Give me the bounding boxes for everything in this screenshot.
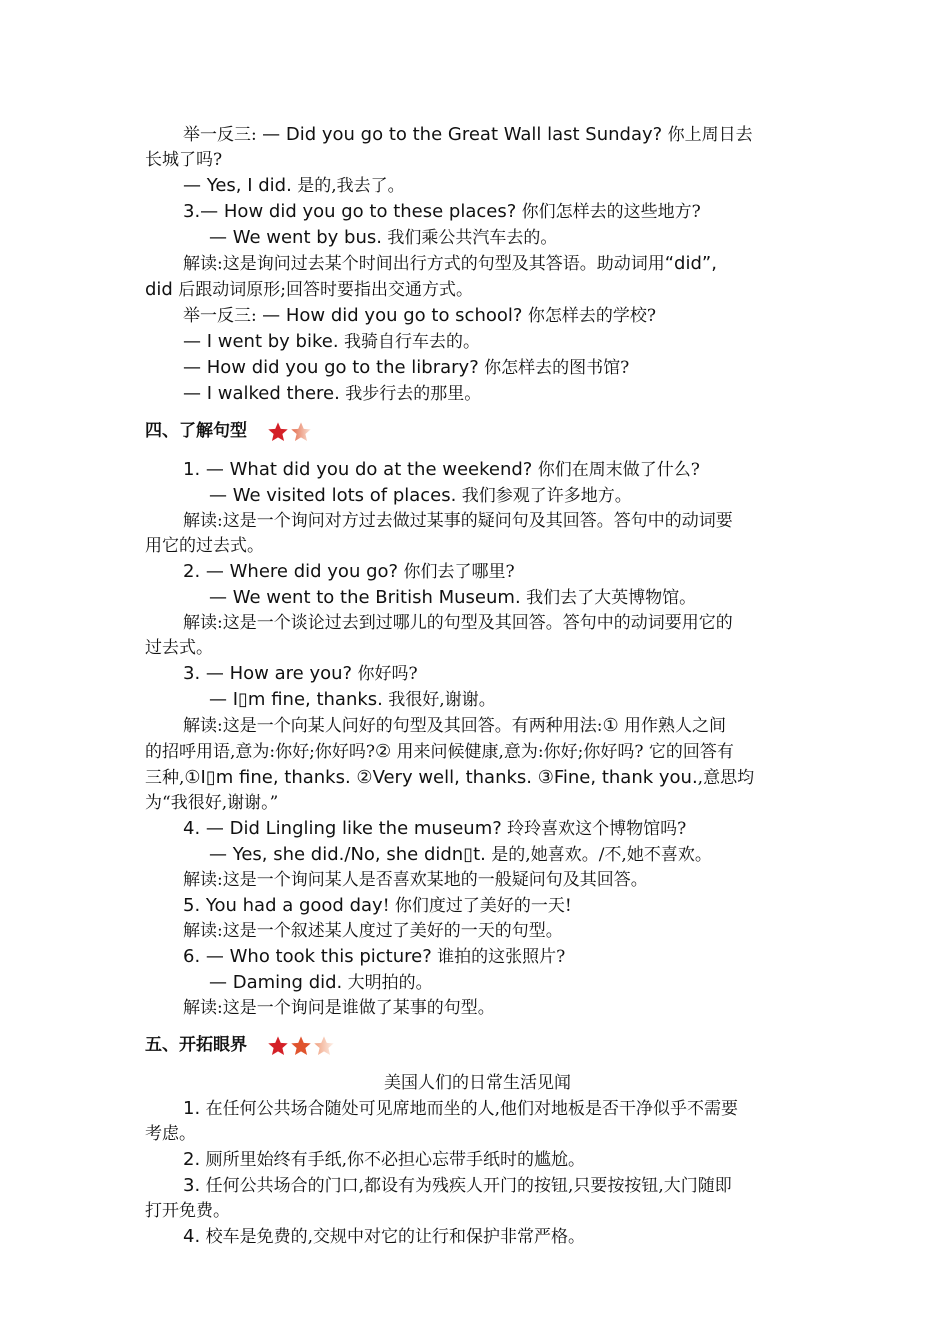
text-line: 举一反三: — Did you go to the Great Wall last Sunday? 你上周日去 <box>183 124 753 145</box>
text-line: 3.— How did you go to these places? 你们怎样去的这些地方? <box>183 201 701 222</box>
text-line: 长城了吗? <box>145 150 223 170</box>
text-line: — Daming did. 大明拍的。 <box>209 972 433 993</box>
text-line: — We went by bus. 我们乘公共汽车去的。 <box>209 227 558 248</box>
text-line: — I▯m fine, thanks. 我很好,谢谢。 <box>209 689 496 710</box>
text-line: — How did you go to the library? 你怎样去的图书馆? <box>183 357 630 378</box>
text-line: 解读:这是一个叙述某人度过了美好的一天的句型。 <box>183 921 563 941</box>
text-line: 5. You had a good day! 你们度过了美好的一天! <box>183 895 572 916</box>
difficulty-stars <box>267 421 312 443</box>
section-title: 四、了解句型 <box>145 421 247 441</box>
text-line: 解读:这是一个向某人问好的句型及其回答。有两种用法:① 用作熟人之间 <box>183 715 727 736</box>
text-line: did 后跟动词原形;回答时要指出交通方式。 <box>145 279 473 300</box>
text-line: — We went to the British Museum. 我们去了大英博物馆。 <box>209 587 697 608</box>
text-line: 2. 厕所里始终有手纸,你不必担心忘带手纸时的尴尬。 <box>183 1149 585 1170</box>
text-line: 3. 任何公共场合的门口,都设有为残疾人开门的按钮,只要按按钮,大门随即 <box>183 1175 732 1196</box>
half-star-icon <box>313 1035 335 1057</box>
article-title: 美国人们的日常生活见闻 <box>384 1073 571 1093</box>
half-star-icon <box>290 421 312 443</box>
text-line: 解读:这是一个询问某人是否喜欢某地的一般疑问句及其回答。 <box>183 870 648 890</box>
difficulty-stars <box>267 1035 335 1057</box>
star-icon <box>267 421 289 443</box>
text-line: 考虑。 <box>145 1124 196 1144</box>
text-line: — I walked there. 我步行去的那里。 <box>183 383 482 404</box>
text-line: 举一反三: — How did you go to school? 你怎样去的学校? <box>183 305 656 326</box>
section-title: 五、开拓眼界 <box>145 1035 247 1055</box>
text-line: — Yes, I did. 是的,我去了。 <box>183 175 405 196</box>
star-icon <box>290 1035 312 1057</box>
section-heading <box>145 1033 810 1058</box>
text-line: 三种,①I▯m fine, thanks. ②Very well, thanks. ③Fine, thank you.,意思均 <box>145 767 755 788</box>
text-line: — I went by bike. 我骑自行车去的。 <box>183 331 480 352</box>
text-line: 4. 校车是免费的,交规中对它的让行和保护非常严格。 <box>183 1226 585 1247</box>
text-line: 4. — Did Lingling like the museum? 玲玲喜欢这个博物馆吗? <box>183 818 687 839</box>
text-line: 为“我很好,谢谢。” <box>145 793 279 813</box>
text-line: 2. — Where did you go? 你们去了哪里? <box>183 561 515 582</box>
text-line: 3. — How are you? 你好吗? <box>183 663 418 684</box>
section-heading <box>145 419 810 444</box>
text-line: 6. — Who took this picture? 谁拍的这张照片? <box>183 946 566 967</box>
text-line: 解读:这是询问过去某个时间出行方式的句型及其答语。助动词用“did”, <box>183 253 717 274</box>
text-line: 用它的过去式。 <box>145 536 264 556</box>
document-page <box>145 122 810 1250</box>
block-example-3 <box>145 122 810 407</box>
text-line: 1. 在任何公共场合随处可见席地而坐的人,他们对地板是否干净似乎不需要 <box>183 1098 738 1119</box>
text-line: 过去式。 <box>145 638 213 658</box>
text-line: 1. — What did you do at the weekend? 你们在周末做了什么? <box>183 459 700 480</box>
text-line: 解读:这是一个询问是谁做了某事的句型。 <box>183 998 495 1018</box>
text-line: — We visited lots of places. 我们参观了许多地方。 <box>209 485 632 506</box>
star-icon <box>267 1035 289 1057</box>
text-line: 解读:这是一个询问对方过去做过某事的疑问句及其回答。答句中的动词要 <box>183 511 733 531</box>
text-line: 打开免费。 <box>145 1201 230 1221</box>
block-sentence-patterns <box>145 457 810 1021</box>
text-line: 的招呼用语,意为:你好;你好吗?② 用来问候健康,意为:你好;你好吗? 它的回答有 <box>145 741 734 762</box>
text-line: — Yes, she did./No, she didn▯t. 是的,她喜欢。/不,她不喜欢。 <box>209 844 712 865</box>
text-line: 解读:这是一个谈论过去到过哪儿的句型及其回答。答句中的动词要用它的 <box>183 613 733 633</box>
block-article <box>145 1096 810 1250</box>
